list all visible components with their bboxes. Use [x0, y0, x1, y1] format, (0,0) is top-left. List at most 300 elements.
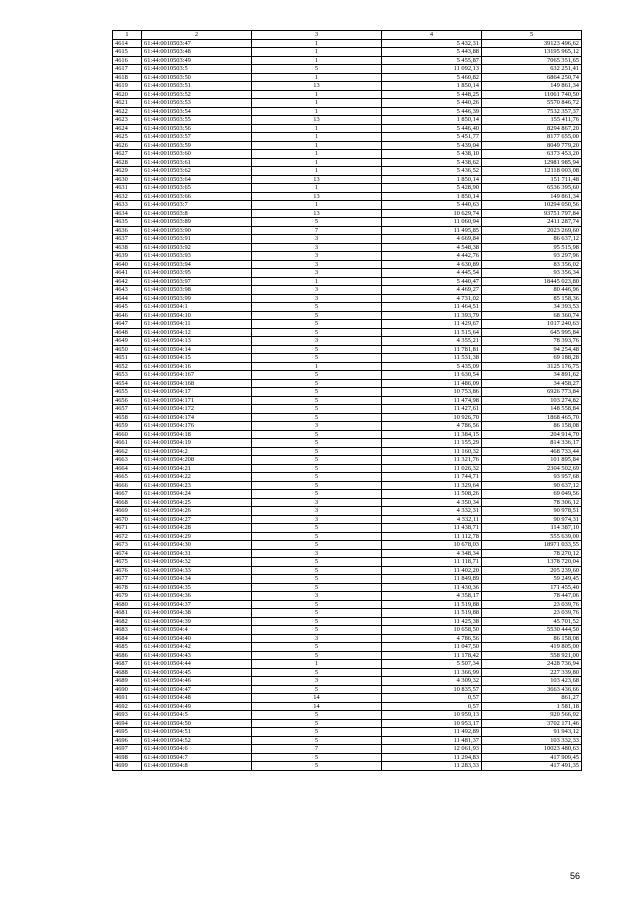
table-cell: 61:44:0010504:31 [142, 549, 252, 558]
table-row [113, 371, 582, 380]
table-cell: 4674 [113, 549, 142, 558]
table-cell: 10 678,03 [382, 541, 482, 550]
table-cell: 93 957,68 [482, 473, 582, 482]
table-cell: 61:44:0010503:64 [142, 175, 252, 184]
table-cell: 11 495,85 [382, 226, 482, 235]
table-cell: 103 274,82 [482, 396, 582, 405]
data-table [112, 30, 582, 771]
table-cell: 171 455,40 [482, 583, 582, 592]
table-cell: 4628 [113, 158, 142, 167]
table-cell: 4672 [113, 532, 142, 541]
table-cell: 4646 [113, 311, 142, 320]
table-cell: 61:44:0010504:25 [142, 498, 252, 507]
table-cell: 10 629,74 [382, 209, 482, 218]
table-cell: 4 309,32 [382, 677, 482, 686]
table-cell: 5 451,77 [382, 133, 482, 142]
table-cell: 5 [252, 617, 382, 626]
table-cell: 95 515,98 [482, 243, 582, 252]
table-cell: 4664 [113, 464, 142, 473]
table-cell: 4692 [113, 702, 142, 711]
table-cell: 4 445,54 [382, 269, 482, 278]
table-cell: 6864 250,74 [482, 73, 582, 82]
table-cell: 80 446,96 [482, 286, 582, 295]
table-cell: 4649 [113, 337, 142, 346]
table-cell: 11 366,99 [382, 668, 482, 677]
table-row [113, 498, 582, 507]
table-cell: 5 460,82 [382, 73, 482, 82]
column-header-1: 1 [113, 31, 142, 40]
table-cell: 4 786,56 [382, 422, 482, 431]
table-row [113, 345, 582, 354]
table-cell: 3 [252, 549, 382, 558]
table-cell: 78 393,76 [482, 337, 582, 346]
table-cell: 4645 [113, 303, 142, 312]
table-row [113, 566, 582, 575]
table-row [113, 515, 582, 524]
table-row [113, 320, 582, 329]
table-cell: 1 850,14 [382, 116, 482, 125]
table-cell: 34 393,53 [482, 303, 582, 312]
table-cell: 4650 [113, 345, 142, 354]
table-cell: 61:44:0010504:208 [142, 456, 252, 465]
table-cell: 4653 [113, 371, 142, 380]
table-cell: 4623 [113, 116, 142, 125]
table-cell: 11 092,13 [382, 65, 482, 74]
table-row [113, 422, 582, 431]
table-cell: 204 914,70 [482, 430, 582, 439]
table-cell: 61:44:0010503:47 [142, 39, 252, 48]
table-cell: 13195 965,12 [482, 48, 582, 57]
table-row [113, 175, 582, 184]
table-cell: 61:44:0010503:59 [142, 141, 252, 150]
table-cell: 5 [252, 473, 382, 482]
table-cell: 5 [252, 651, 382, 660]
table-cell: 10 835,57 [382, 685, 482, 694]
table-cell: 4619 [113, 82, 142, 91]
table-cell: 4685 [113, 643, 142, 652]
table-cell: 4690 [113, 685, 142, 694]
table-cell: 4662 [113, 447, 142, 456]
table-row [113, 90, 582, 99]
table-cell: 7532 357,37 [482, 107, 582, 116]
table-cell: 5 455,87 [382, 56, 482, 65]
table-cell: 61:44:0010503:48 [142, 48, 252, 57]
table-cell: 13 [252, 209, 382, 218]
table-cell: 920 566,92 [482, 711, 582, 720]
table-cell: 11 519,88 [382, 600, 482, 609]
table-cell: 861,27 [482, 694, 582, 703]
column-header-5: 5 [482, 31, 582, 40]
table-cell: 61:44:0010503:8 [142, 209, 252, 218]
table-cell: 61:44:0010504:19 [142, 439, 252, 448]
table-row [113, 617, 582, 626]
table-cell: 468 733,44 [482, 447, 582, 456]
table-cell: 1 [252, 141, 382, 150]
table-cell: 1 [252, 73, 382, 82]
table-cell: 4616 [113, 56, 142, 65]
table-cell: 4638 [113, 243, 142, 252]
table-row [113, 762, 582, 771]
table-row [113, 328, 582, 337]
table-cell: 5 440,63 [382, 201, 482, 210]
table-cell: 5 [252, 668, 382, 677]
table-cell: 5 [252, 762, 382, 771]
table-cell: 61:44:0010504:30 [142, 541, 252, 550]
table-row [113, 150, 582, 159]
table-row [113, 167, 582, 176]
table-cell: 83 356,02 [482, 260, 582, 269]
table-cell: 3 [252, 677, 382, 686]
table-cell: 4665 [113, 473, 142, 482]
table-cell: 5 [252, 388, 382, 397]
table-cell: 5 [252, 439, 382, 448]
table-cell: 4670 [113, 515, 142, 524]
table-cell: 61:44:0010503:92 [142, 243, 252, 252]
table-cell: 11 118,71 [382, 558, 482, 567]
table-cell: 4 350,34 [382, 498, 482, 507]
table-row [113, 677, 582, 686]
table-row [113, 56, 582, 65]
table-row [113, 592, 582, 601]
table-cell: 61:44:0010504:39 [142, 617, 252, 626]
table-cell: 61:44:0010504:11 [142, 320, 252, 329]
table-row [113, 396, 582, 405]
table-cell: 4634 [113, 209, 142, 218]
table-cell: 61:44:0010504:44 [142, 660, 252, 669]
table-cell: 5 [252, 685, 382, 694]
table-cell: 61:44:0010503:62 [142, 167, 252, 176]
table-cell: 4699 [113, 762, 142, 771]
table-row [113, 48, 582, 57]
table-cell: 3 [252, 337, 382, 346]
table-cell: 85 158,36 [482, 294, 582, 303]
table-cell: 555 639,00 [482, 532, 582, 541]
table-cell: 11 430,36 [382, 583, 482, 592]
table-cell: 10 959,13 [382, 711, 482, 720]
table-row [113, 362, 582, 371]
table-cell: 61:44:0010504:40 [142, 634, 252, 643]
table-cell: 4 442,76 [382, 252, 482, 261]
table-cell: 61:44:0010503:61 [142, 158, 252, 167]
table-cell: 11061 740,50 [482, 90, 582, 99]
table-cell: 3 [252, 498, 382, 507]
table-row [113, 184, 582, 193]
table-cell: 4691 [113, 694, 142, 703]
table-cell: 4 669,84 [382, 235, 482, 244]
table-cell: 5 446,40 [382, 124, 482, 133]
table-row [113, 583, 582, 592]
table-cell: 5 [252, 345, 382, 354]
table-cell: 155 411,76 [482, 116, 582, 125]
table-row [113, 243, 582, 252]
table-cell: 4676 [113, 566, 142, 575]
table-cell: 3 [252, 269, 382, 278]
table-row [113, 116, 582, 125]
table-cell: 11 155,29 [382, 439, 482, 448]
table-row [113, 73, 582, 82]
table-cell: 10 953,17 [382, 719, 482, 728]
table-row [113, 192, 582, 201]
table-cell: 61:44:0010504:18 [142, 430, 252, 439]
table-cell: 645 995,84 [482, 328, 582, 337]
table-cell: 61:44:0010504:28 [142, 524, 252, 533]
table-cell: 94 254,48 [482, 345, 582, 354]
table-cell: 86 637,12 [482, 235, 582, 244]
table-cell: 4 332,11 [382, 515, 482, 524]
table-cell: 11 321,76 [382, 456, 482, 465]
table-cell: 12118 003,08 [482, 167, 582, 176]
table-cell: 1 [252, 362, 382, 371]
table-cell: 5 [252, 583, 382, 592]
table-cell: 4647 [113, 320, 142, 329]
table-cell: 61:44:0010504:10 [142, 311, 252, 320]
table-row [113, 473, 582, 482]
table-row [113, 218, 582, 227]
table-cell: 5 [252, 558, 382, 567]
table-cell: 1378 720,04 [482, 558, 582, 567]
table-cell: 5 [252, 328, 382, 337]
table-row [113, 600, 582, 609]
table-cell: 4636 [113, 226, 142, 235]
table-cell: 11 026,32 [382, 464, 482, 473]
table-cell: 4683 [113, 626, 142, 635]
table-cell: 61:44:0010504:176 [142, 422, 252, 431]
table-cell: 1 [252, 107, 382, 116]
table-cell: 814 336,17 [482, 439, 582, 448]
table-row [113, 201, 582, 210]
table-cell: 4635 [113, 218, 142, 227]
table-cell: 1 850,14 [382, 192, 482, 201]
table-cell: 10294 050,56 [482, 201, 582, 210]
table-cell: 5 [252, 609, 382, 618]
table-cell: 4696 [113, 736, 142, 745]
table-cell: 5 [252, 65, 382, 74]
table-row [113, 286, 582, 295]
table-cell: 11 294,83 [382, 753, 482, 762]
table-cell: 419 805,00 [482, 643, 582, 652]
table-cell: 90 637,12 [482, 481, 582, 490]
table-cell: 4620 [113, 90, 142, 99]
table-cell: 11 393,79 [382, 311, 482, 320]
table-cell: 5 428,90 [382, 184, 482, 193]
table-cell: 4626 [113, 141, 142, 150]
table-cell: 61:44:0010504:22 [142, 473, 252, 482]
table-cell: 0,57 [382, 702, 482, 711]
table-cell: 11 438,71 [382, 524, 482, 533]
table-cell: 61:44:0010504:17 [142, 388, 252, 397]
table-cell: 61:44:0010503:99 [142, 294, 252, 303]
table-cell: 5 [252, 405, 382, 414]
table-cell: 61:44:0010503:57 [142, 133, 252, 142]
table-cell: 11 508,26 [382, 490, 482, 499]
table-cell: 4652 [113, 362, 142, 371]
table-cell: 61:44:0010504:26 [142, 507, 252, 516]
table-row [113, 668, 582, 677]
table-cell: 4 731,02 [382, 294, 482, 303]
table-cell: 14 [252, 702, 382, 711]
table-cell: 3 [252, 260, 382, 269]
table-cell: 61:44:0010503:50 [142, 73, 252, 82]
table-cell: 0,57 [382, 694, 482, 703]
table-cell: 3 [252, 235, 382, 244]
table-cell: 417 491,35 [482, 762, 582, 771]
table-cell: 10 658,50 [382, 626, 482, 635]
table-cell: 4656 [113, 396, 142, 405]
table-row [113, 260, 582, 269]
table-cell: 61:44:0010503:55 [142, 116, 252, 125]
table-cell: 4614 [113, 39, 142, 48]
table-cell: 61:44:0010503:93 [142, 252, 252, 261]
table-row [113, 456, 582, 465]
table-cell: 61:44:0010503:7 [142, 201, 252, 210]
table-cell: 34 891,62 [482, 371, 582, 380]
table-cell: 1 [252, 150, 382, 159]
table-cell: 61:44:0010503:60 [142, 150, 252, 159]
table-row [113, 133, 582, 142]
table-row [113, 311, 582, 320]
table-cell: 61:44:0010504:45 [142, 668, 252, 677]
table-cell: 103 423,68 [482, 677, 582, 686]
table-row [113, 99, 582, 108]
table-cell: 5 [252, 600, 382, 609]
table-cell: 4659 [113, 422, 142, 431]
table-cell: 4627 [113, 150, 142, 159]
table-cell: 61:44:0010504:29 [142, 532, 252, 541]
table-row [113, 269, 582, 278]
table-cell: 4 469,27 [382, 286, 482, 295]
table-cell: 11 402,20 [382, 566, 482, 575]
table-cell: 61:44:0010503:91 [142, 235, 252, 244]
table-cell: 11 630,54 [382, 371, 482, 380]
table-cell: 5 [252, 371, 382, 380]
table-cell: 61:44:0010504:1 [142, 303, 252, 312]
table-cell: 61:44:0010504:168 [142, 379, 252, 388]
table-cell: 4617 [113, 65, 142, 74]
table-cell: 2023 269,60 [482, 226, 582, 235]
table-cell: 13 [252, 175, 382, 184]
table-cell: 4622 [113, 107, 142, 116]
table-cell: 11 519,88 [382, 609, 482, 618]
table-cell: 4 358,17 [382, 592, 482, 601]
table-cell: 4629 [113, 167, 142, 176]
table-row [113, 388, 582, 397]
table-cell: 11 112,78 [382, 532, 482, 541]
table-cell: 86 158,08 [482, 422, 582, 431]
table-cell: 5 [252, 303, 382, 312]
table-cell: 5 [252, 541, 382, 550]
table-cell: 18971 033,55 [482, 541, 582, 550]
table-row [113, 507, 582, 516]
table-row [113, 745, 582, 754]
table-cell: 11 429,67 [382, 320, 482, 329]
table-row [113, 303, 582, 312]
table-cell: 61:44:0010504:7 [142, 753, 252, 762]
table-cell: 5 [252, 430, 382, 439]
table-row [113, 558, 582, 567]
table-row [113, 464, 582, 473]
table-row [113, 141, 582, 150]
table-row [113, 651, 582, 660]
table-cell: 91 943,12 [482, 728, 582, 737]
table-cell: 6926 773,84 [482, 388, 582, 397]
table-cell: 61:44:0010504:27 [142, 515, 252, 524]
table-cell: 13 [252, 116, 382, 125]
table-cell: 4687 [113, 660, 142, 669]
table-cell: 6536 395,60 [482, 184, 582, 193]
table-cell: 4641 [113, 269, 142, 278]
table-cell: 417 909,45 [482, 753, 582, 762]
table-cell: 61:44:0010504:24 [142, 490, 252, 499]
table-cell: 4697 [113, 745, 142, 754]
table-cell: 7 [252, 745, 382, 754]
table-cell: 11 531,38 [382, 354, 482, 363]
table-cell: 5 [252, 396, 382, 405]
table-row [113, 490, 582, 499]
table-cell: 4681 [113, 609, 142, 618]
table-cell: 61:44:0010504:172 [142, 405, 252, 414]
table-cell: 5 [252, 311, 382, 320]
table-cell: 11 474,98 [382, 396, 482, 405]
table-cell: 5 [252, 575, 382, 584]
table-cell: 61:44:0010503:56 [142, 124, 252, 133]
table-cell: 3 [252, 515, 382, 524]
table-cell: 1017 240,63 [482, 320, 582, 329]
table-cell: 61:44:0010503:53 [142, 99, 252, 108]
table-cell: 90 974,31 [482, 515, 582, 524]
table-cell: 5 [252, 736, 382, 745]
table-cell: 4673 [113, 541, 142, 550]
table-row [113, 252, 582, 261]
table-cell: 4657 [113, 405, 142, 414]
table-row [113, 379, 582, 388]
table-cell: 61:44:0010504:46 [142, 677, 252, 686]
table-cell: 78 306,12 [482, 498, 582, 507]
table-cell: 5570 846,72 [482, 99, 582, 108]
table-cell: 4630 [113, 175, 142, 184]
table-cell: 61:44:0010503:95 [142, 269, 252, 278]
table-cell: 61:44:0010503:52 [142, 90, 252, 99]
table-cell: 5 [252, 456, 382, 465]
table-cell: 12981 985,94 [482, 158, 582, 167]
table-row [113, 609, 582, 618]
table-cell: 11 481,37 [382, 736, 482, 745]
table-cell: 61:44:0010504:4 [142, 626, 252, 635]
table-header [113, 31, 582, 40]
table-row [113, 549, 582, 558]
table-row [113, 634, 582, 643]
table-cell: 4669 [113, 507, 142, 516]
table-cell: 61:44:0010504:6 [142, 745, 252, 754]
table-row [113, 107, 582, 116]
table-cell: 61:44:0010503:5 [142, 65, 252, 74]
table-cell: 1 581,18 [482, 702, 582, 711]
table-cell: 11 060,94 [382, 218, 482, 227]
table-cell: 61:44:0010504:171 [142, 396, 252, 405]
table-cell: 11 849,89 [382, 575, 482, 584]
table-cell: 10023 480,63 [482, 745, 582, 754]
table-cell: 61:44:0010503:65 [142, 184, 252, 193]
table-cell: 61:44:0010503:89 [142, 218, 252, 227]
table-cell: 11 744,71 [382, 473, 482, 482]
table-cell: 4660 [113, 430, 142, 439]
table-cell: 61:44:0010503:49 [142, 56, 252, 65]
table-cell: 39123 496,62 [482, 39, 582, 48]
table-cell: 5 [252, 354, 382, 363]
table-cell: 5 [252, 490, 382, 499]
table-row [113, 82, 582, 91]
table-cell: 23 039,76 [482, 609, 582, 618]
table-cell: 151 711,48 [482, 175, 582, 184]
